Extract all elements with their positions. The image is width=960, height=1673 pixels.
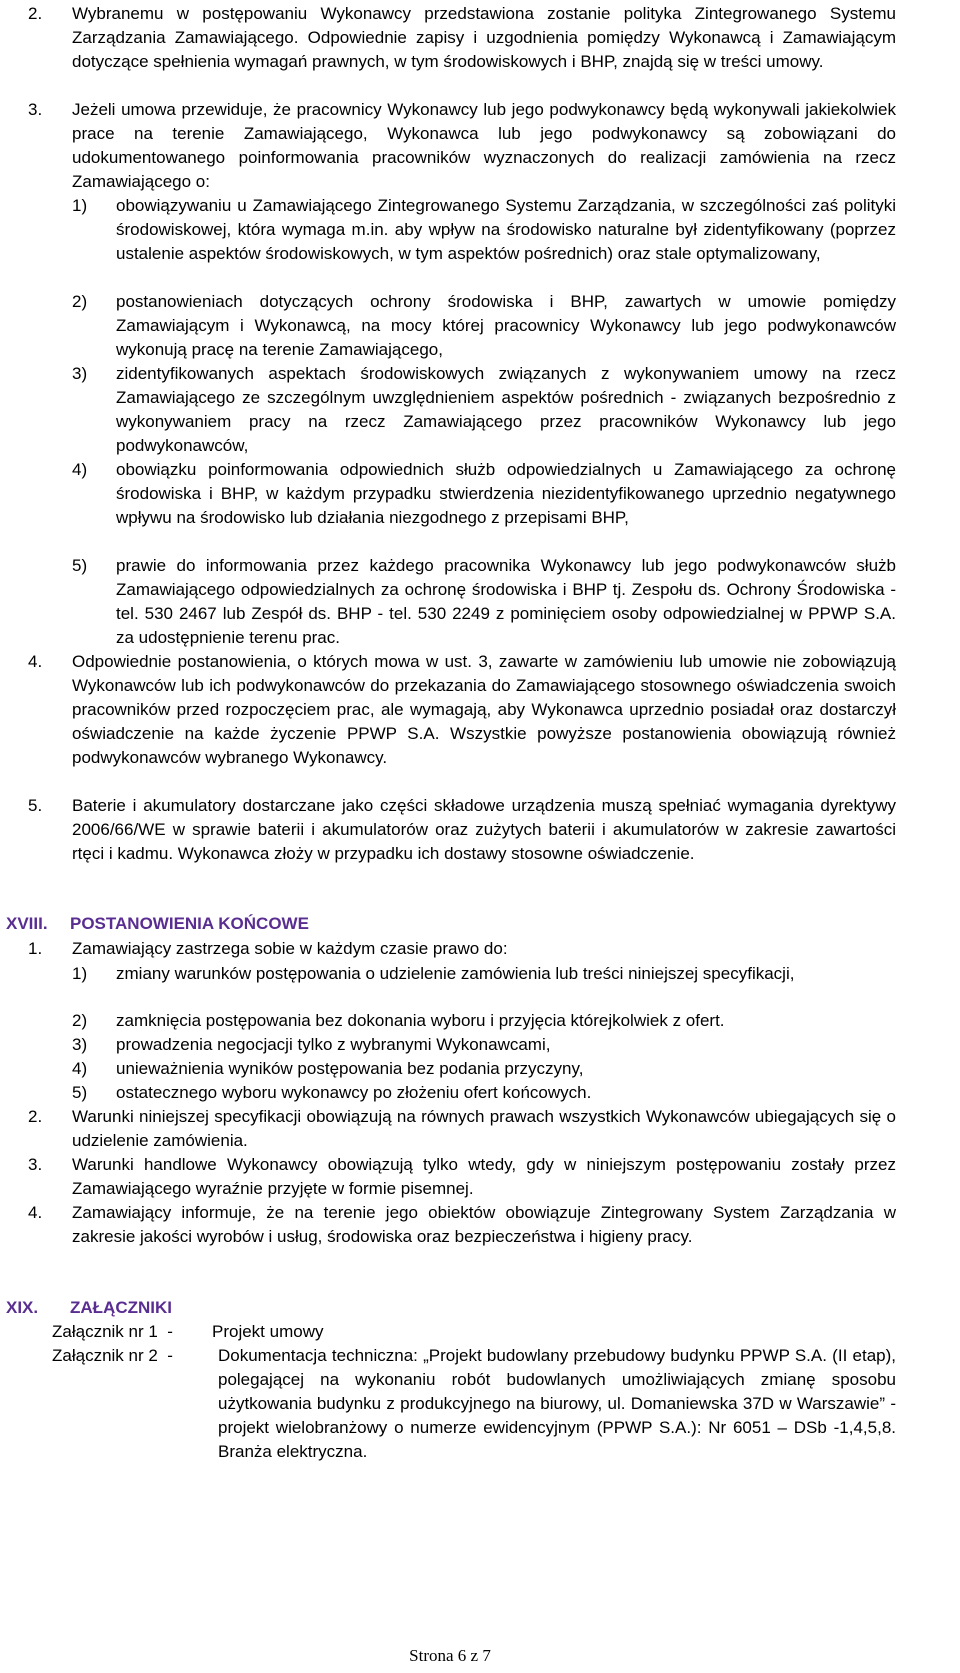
list-item xyxy=(28,794,896,866)
section-number: XIX. xyxy=(6,1298,39,1317)
sub-list-item xyxy=(72,1057,896,1081)
attachment-item xyxy=(52,1344,896,1464)
item-number: 3) xyxy=(72,364,88,383)
attachment-label: Załącznik nr 1 - xyxy=(52,1322,173,1341)
item-text: Zamawiający informuje, że na terenie jego obiektów obowiązuje Zintegrowany System Zarządzania w zakresie jakości wyrobów i usług, środowiska oraz bezpieczeństwa i higieny pracy. xyxy=(72,1203,896,1246)
item-text: zamknięcia postępowania bez dokonania wyboru i przyjęcia którejkolwiek z ofert. xyxy=(116,1011,725,1030)
list-item xyxy=(28,937,896,961)
sub-list-item xyxy=(72,362,896,458)
item-number: 4. xyxy=(28,652,43,671)
item-number: 2) xyxy=(72,1011,88,1030)
item-text: prawie do informowania przez każdego pracownika Wykonawcy lub jego podwykonawców służb Zamawiającego odpowiedzialnych za ochronę środowiska i BHP tj. Zespołu ds. Ochrony Środowiska - tel. 530 2467 lub Zespół ds. BHP - tel. 530 2249 z pominięciem osoby odpowiedzialnej w PPWP S.A. za udostępnienie terenu prac. xyxy=(116,556,896,647)
attachment-text: Dokumentacja techniczna: „Projekt budowlany przebudowy budynku PPWP S.A. (II etap), polegającej na wykonaniu robót budowlanych umożliwiających zmianę sposobu użytkowania budynku z produkcyjnego na biurowy, ul. Domaniewska 37D w Warszawie” - projekt wielobranżowy o numerze ewidencyjnym (PPWP S.A.): Nr 6051 – DSb -1,4,5,8. Branża elektryczna. xyxy=(218,1346,896,1461)
sub-list-item xyxy=(72,1033,896,1057)
item-number: 3. xyxy=(28,1155,43,1174)
section-number: XVIII. xyxy=(6,914,48,933)
sub-list-item xyxy=(72,458,896,530)
attachment-label: Załącznik nr 2 - xyxy=(52,1346,173,1365)
attachment-text: Projekt umowy xyxy=(212,1322,324,1341)
item-number: 2. xyxy=(28,4,43,23)
page-number: Strona 6 z 7 xyxy=(409,1646,491,1665)
item-text: zidentyfikowanych aspektach środowiskowych związanych z wykonywaniem umowy na rzecz Zamawiającego ze szczególnym uwzględnieniem aspektów pośrednich - związanych bezpośrednio z wykonywaniem pracy na rzecz Zamawiającego przez pracowników Wykonawcy lub jego podwykonawców, xyxy=(116,364,896,455)
item-number: 3. xyxy=(28,100,43,119)
list-item xyxy=(28,1105,896,1153)
section-title: ZAŁĄCZNIKI xyxy=(70,1298,172,1317)
item-number: 2. xyxy=(28,1107,43,1126)
item-text: Warunki handlowe Wykonawcy obowiązują tylko wtedy, gdy w niniejszym postępowaniu zostały przez Zamawiającego wyraźnie przyjęte w formie pisemnej. xyxy=(72,1155,896,1198)
item-number: 1) xyxy=(72,196,88,215)
item-text: ostatecznego wyboru wykonawcy po złożeniu ofert końcowych. xyxy=(116,1083,592,1102)
item-text: Zamawiający zastrzega sobie w każdym czasie prawo do: xyxy=(72,939,508,958)
sub-list-item xyxy=(72,1009,896,1033)
sub-list-item xyxy=(72,194,896,266)
list-item xyxy=(28,2,896,74)
item-text: postanowieniach dotyczących ochrony środowiska i BHP, zawartych w umowie pomiędzy Zamawiającym i Wykonawcą, na mocy której pracownicy Wykonawcy lub jego podwykonawców wykonują pracę na terenie Zamawiającego, xyxy=(116,292,896,359)
item-text: Baterie i akumulatory dostarczane jako części składowe urządzenia muszą spełniać wymagania dyrektywy 2006/66/WE w sprawie baterii i akumulatorów oraz zużytych baterii i akumulatorów w zakresie zawartości rtęci i kadmu. Wykonawca złoży w przypadku ich dostawy stosowne oświadczenie. xyxy=(72,796,896,863)
item-text: zmiany warunków postępowania o udzielenie zamówienia lub treści niniejszej specyfikacji, xyxy=(116,964,795,983)
list-item xyxy=(28,650,896,770)
item-number: 3) xyxy=(72,1035,88,1054)
item-number: 4. xyxy=(28,1203,43,1222)
item-number: 1) xyxy=(72,964,88,983)
item-number: 2) xyxy=(72,292,88,311)
list-item xyxy=(28,98,896,194)
item-text: Jeżeli umowa przewiduje, że pracownicy Wykonawcy lub jego podwykonawcy będą wykonywali jakiekolwiek prace na terenie Zamawiającego, Wykonawca lub jego podwykonawcy są zobowiązani do udokumentowanego poinformowania pracowników wyznaczonych do realizacji zamówienia na rzecz Zamawiającego o: xyxy=(72,100,896,191)
item-text: obowiązywaniu u Zamawiającego Zintegrowanego Systemu Zarządzania, w szczególności zaś polityki środowiskowej, która wymaga m.in. aby wpływ na środowisko naturalne był zidentyfikowany (poprzez ustalenie aspektów środowiskowych, w tym aspektów pośrednich) oraz stale optymalizowany, xyxy=(116,196,896,263)
item-number: 1. xyxy=(28,939,43,958)
item-number: 5) xyxy=(72,1083,88,1102)
item-text: Odpowiednie postanowienia, o których mowa w ust. 3, zawarte w zamówieniu lub umowie nie zobowiązują Wykonawców lub ich podwykonawców do przekazania do Zamawiającego stosownego oświadczenia swoich pracowników przed rozpoczęciem prac, ale wymagają, aby Wykonawca uprzednio posiadał oraz dostarczył oświadczenie na każde życzenie PPWP S.A. Wszystkie powyższe postanowienia obowiązują również podwykonawców wybranego Wykonawcy. xyxy=(72,652,896,767)
item-text: Wybranemu w postępowaniu Wykonawcy przedstawiona zostanie polityka Zintegrowanego Systemu Zarządzania Zamawiającego. Odpowiednie zapisy i uzgodnienia pomiędzy Wykonawcą i Zamawiającym dotyczące spełnienia wymagań prawnych, w tym środowiskowych i BHP, znajdą się w treści umowy. xyxy=(72,4,896,71)
sub-list-item xyxy=(72,962,896,986)
list-item xyxy=(28,1201,896,1249)
item-text: Warunki niniejszej specyfikacji obowiązują na równych prawach wszystkich Wykonawców ubiegających się o udzielenie zamówienia. xyxy=(72,1107,896,1150)
item-number: 4) xyxy=(72,460,88,479)
list-item xyxy=(28,1153,896,1201)
sub-list-item xyxy=(72,554,896,650)
sub-list-item xyxy=(72,290,896,362)
item-number: 5. xyxy=(28,796,43,815)
section-title: POSTANOWIENIA KOŃCOWE xyxy=(70,914,309,933)
item-text: unieważnienia wyników postępowania bez podania przyczyny, xyxy=(116,1059,584,1078)
item-text: prowadzenia negocjacji tylko z wybranymi Wykonawcami, xyxy=(116,1035,551,1054)
item-number: 4) xyxy=(72,1059,88,1078)
item-text: obowiązku poinformowania odpowiednich służb odpowiedzialnych u Zamawiającego za ochronę środowiska i BHP, w każdym przypadku stwierdzenia niezidentyfikowanego uprzednio negatywnego wpływu na środowisko lub działania niezgodnego z przepisami BHP, xyxy=(116,460,896,527)
sub-list-item xyxy=(72,1081,896,1105)
item-number: 5) xyxy=(72,556,88,575)
